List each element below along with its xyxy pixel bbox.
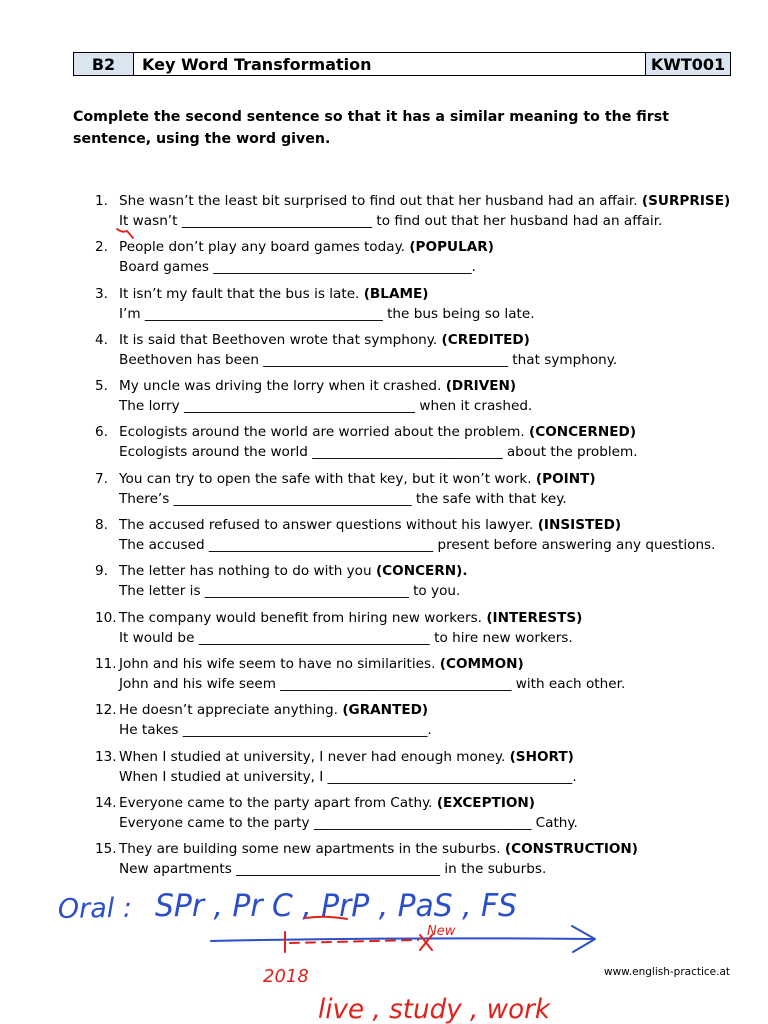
transformed-sentence: It would be __________________________________ to hire new workers. bbox=[119, 629, 573, 646]
question-item bbox=[95, 330, 755, 370]
level-cell: B2 bbox=[74, 53, 134, 75]
question-item bbox=[95, 469, 755, 509]
keyword: (CREDITED) bbox=[441, 331, 530, 348]
prp-underline bbox=[305, 917, 347, 919]
oral-label: Oral : bbox=[57, 892, 133, 925]
keyword: (GRANTED) bbox=[342, 702, 429, 719]
question-number: 15. bbox=[95, 841, 117, 858]
original-sentence: Everyone came to the party apart from Cathy. bbox=[119, 794, 433, 811]
question-item bbox=[95, 608, 755, 648]
question-body bbox=[119, 839, 755, 879]
question-item bbox=[95, 376, 755, 416]
keyword: (SHORT) bbox=[509, 748, 574, 765]
transformed-sentence: The lorry __________________________________ when it crashed. bbox=[119, 398, 533, 415]
activities-note: live , study , work bbox=[318, 994, 552, 1024]
question-number: 3. bbox=[95, 285, 108, 302]
keyword: (BLAME) bbox=[363, 285, 429, 302]
original-sentence: The accused refused to answer questions without his lawyer. bbox=[119, 517, 534, 534]
transformed-sentence: He takes ____________________________________. bbox=[119, 722, 432, 739]
question-body bbox=[119, 608, 755, 648]
question-item bbox=[95, 284, 755, 324]
question-number: 14. bbox=[95, 794, 117, 811]
question-body bbox=[119, 422, 755, 462]
keyword: (CONCERNED) bbox=[529, 424, 637, 441]
question-number: 5. bbox=[95, 378, 108, 395]
website-footer: www.english-practice.at bbox=[603, 966, 730, 978]
now-cross-a bbox=[420, 935, 432, 950]
original-sentence: He doesn’t appreciate anything. bbox=[119, 702, 338, 719]
question-item bbox=[95, 237, 755, 277]
transformed-sentence: Beethoven has been ____________________________________ that symphony. bbox=[119, 351, 618, 368]
transformed-sentence: New apartments ______________________________ in the suburbs. bbox=[119, 861, 547, 878]
question-body bbox=[119, 793, 755, 833]
instructions: Complete the second sentence so that it has a similar meaning to the first sentence, using the word given. bbox=[73, 109, 670, 147]
transformed-sentence: I’m ___________________________________ the bus being so late. bbox=[119, 305, 535, 322]
original-sentence: It is said that Beethoven wrote that symphony. bbox=[119, 331, 438, 348]
worksheet-header bbox=[73, 52, 731, 76]
transformed-sentence: There’s ___________________________________ the safe with that key. bbox=[119, 490, 567, 507]
keyword: (INSISTED) bbox=[537, 517, 622, 534]
question-item bbox=[95, 747, 755, 787]
question-body bbox=[119, 515, 755, 555]
question-number: 9. bbox=[95, 563, 108, 580]
question-item bbox=[95, 561, 755, 601]
keyword: (CONCERN). bbox=[375, 563, 468, 580]
original-sentence: You can try to open the safe with that key, but it won’t work. bbox=[119, 470, 532, 487]
question-body bbox=[119, 237, 755, 277]
keyword: (POPULAR) bbox=[409, 239, 494, 256]
question-body bbox=[119, 654, 755, 694]
original-sentence: The company would benefit from hiring new workers. bbox=[119, 609, 483, 626]
keyword: (CONSTRUCTION) bbox=[504, 841, 639, 858]
now-cross-b bbox=[420, 935, 432, 950]
question-item bbox=[95, 839, 755, 879]
question-body bbox=[119, 191, 755, 231]
keyword: (SURPRISE) bbox=[641, 193, 731, 209]
transformed-sentence: The accused _________________________________ present before answering any questions. bbox=[119, 537, 716, 554]
original-sentence: She wasn’t the least bit surprised to find out that her husband had an affair. bbox=[119, 193, 638, 209]
tenses-note: SPr , Pr C , PrP , PaS , FS bbox=[155, 888, 517, 924]
timeline-arrow-head bbox=[572, 926, 595, 952]
question-number: 13. bbox=[95, 748, 117, 765]
keyword: (DRIVEN) bbox=[445, 378, 517, 395]
keyword: (INTERESTS) bbox=[486, 609, 583, 626]
question-body bbox=[119, 700, 755, 740]
question-number: 7. bbox=[95, 470, 108, 487]
question-number: 1. bbox=[95, 193, 108, 209]
question-body bbox=[119, 284, 755, 324]
question-number: 8. bbox=[95, 517, 108, 534]
question-item bbox=[95, 793, 755, 833]
original-sentence: People don’t play any board games today. bbox=[119, 239, 406, 256]
original-sentence: Ecologists around the world are worried about the problem. bbox=[119, 424, 525, 441]
keyword: (COMMON) bbox=[439, 655, 524, 672]
question-number: 2. bbox=[95, 239, 108, 256]
question-body bbox=[119, 376, 755, 416]
transformed-sentence: John and his wife seem __________________________________ with each other. bbox=[119, 675, 626, 692]
keyword: (EXCEPTION) bbox=[436, 794, 536, 811]
question-item bbox=[95, 422, 755, 462]
original-sentence: It isn’t my fault that the bus is late. bbox=[119, 285, 360, 302]
question-number: 12. bbox=[95, 702, 117, 719]
question-number: 10. bbox=[95, 609, 117, 626]
original-sentence: They are building some new apartments in the suburbs. bbox=[119, 841, 501, 858]
worksheet-title: Key Word Transformation bbox=[134, 53, 646, 75]
question-item bbox=[95, 515, 755, 555]
transformed-sentence: Ecologists around the world ____________________________ about the problem. bbox=[119, 444, 638, 461]
question-body bbox=[119, 747, 755, 787]
question-body bbox=[119, 469, 755, 509]
new-label: New bbox=[427, 924, 456, 939]
original-sentence: The letter has nothing to do with you bbox=[119, 563, 372, 580]
transformed-sentence: It wasn’t ____________________________ to find out that her husband had an affair. bbox=[119, 213, 663, 229]
transformed-sentence: Everyone came to the party ________________________________ Cathy. bbox=[119, 814, 578, 831]
question-item bbox=[95, 654, 755, 694]
question-number: 4. bbox=[95, 331, 108, 348]
transformed-sentence: The letter is ______________________________ to you. bbox=[119, 583, 461, 600]
worksheet-code: KWT001 bbox=[646, 53, 730, 75]
year-label: 2018 bbox=[263, 966, 309, 987]
question-item bbox=[95, 191, 755, 231]
question-number: 11. bbox=[95, 655, 117, 672]
transformed-sentence: When I studied at university, I ____________________________________. bbox=[119, 768, 577, 785]
original-sentence: My uncle was driving the lorry when it crashed. bbox=[119, 378, 442, 395]
question-body bbox=[119, 561, 755, 601]
question-number: 6. bbox=[95, 424, 108, 441]
dashed-period bbox=[290, 940, 418, 943]
keyword: (POINT) bbox=[535, 470, 596, 487]
original-sentence: When I studied at university, I never had enough money. bbox=[119, 748, 506, 765]
timeline-arrow-line bbox=[211, 938, 592, 941]
question-list bbox=[95, 191, 755, 885]
question-body bbox=[119, 330, 755, 370]
question-item bbox=[95, 700, 755, 740]
transformed-sentence: Board games ______________________________________. bbox=[119, 259, 476, 276]
original-sentence: John and his wife seem to have no similarities. bbox=[119, 655, 436, 672]
